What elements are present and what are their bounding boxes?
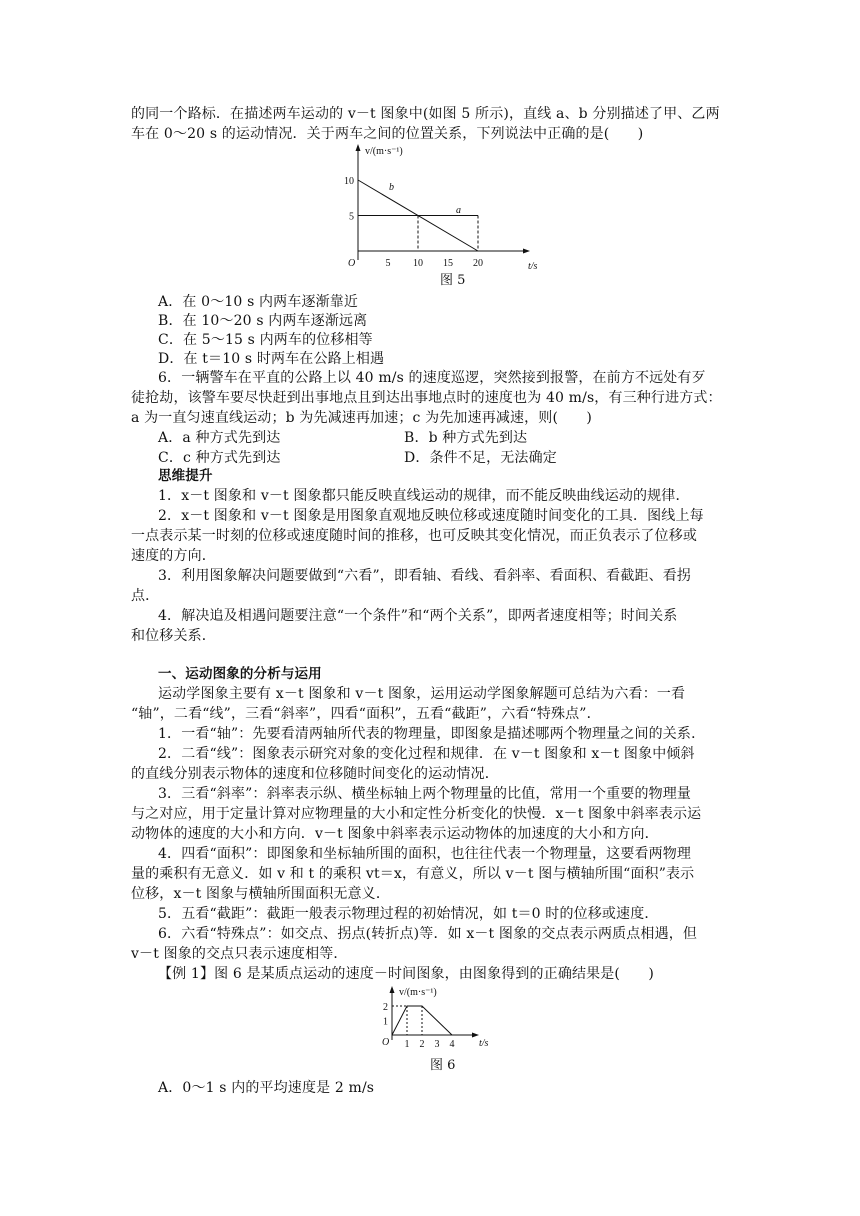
fig5-line-a-label: a [456, 205, 461, 216]
fig5-y-tick-label: 5 [349, 211, 354, 223]
q6-option-c: C．c 种方式先到达 [158, 450, 281, 466]
fig6-xlabel: t/s [479, 1038, 489, 1049]
fig5-x-tick-label: 5 [385, 258, 391, 269]
section-1-item-4-line-2: 量的乘积有无意义．如 v 和 t 的乘积 vt＝x，有意义，所以 v－t 图与横轴所围“面积”表示 [131, 866, 695, 882]
section-1-intro-1: 运动学图象主要有 x－t 图象和 v－t 图象，运用运动学图象解题可总结为六看：一看 [158, 686, 686, 702]
figure-5-chart [335, 142, 550, 274]
intro-line-2: 车在 0～20 s 的运动情况．关于两车之间的位置关系，下列说法中正确的是( ) [131, 126, 644, 142]
fig6-origin: O [382, 1037, 390, 1048]
fig6-y-tick-label: 1 [383, 1016, 388, 1028]
section-1-intro-2: “轴”，二看“线”，三看“斜率”，四看“面积”，五看“截距”，六看“特殊点”． [131, 706, 601, 722]
thinking-p4-1: 4．解决追及相遇问题要注意“一个条件”和“两个关系”，即两者速度相等；时间关系 [158, 608, 678, 624]
q5-option-a: A．在 0～10 s 内两车逐渐靠近 [158, 294, 359, 310]
thinking-p2-1: 2．x－t 图象和 v－t 图象是用图象直观地反映位移或速度随时间变化的工具．图线上每 [158, 508, 704, 524]
figure-6-caption: 图 6 [430, 1058, 456, 1073]
example-1-option-a: A．0～1 s 内的平均速度是 2 m/s [158, 1080, 375, 1096]
section-1-item-6-line-1: 6．六看“特殊点”：如交点、拐点(转折点)等．如 x－t 图象的交点表示两质点相遇，但 [158, 926, 698, 942]
example-1-question: 【例 1】图 6 是某质点运动的速度－时间图象，由图象得到的正确结果是( ) [158, 966, 654, 982]
section-1-item-2-line-1: 2．二看“线”：图象表示研究对象的变化过程和规律．在 v－t 图象和 x－t 图象中倾斜 [158, 746, 695, 762]
q5-option-b: B．在 10～20 s 内两车逐渐远离 [158, 313, 368, 329]
fig5-y-tick-label: 10 [344, 176, 354, 187]
fig6-x-tick-label: 1 [404, 1039, 410, 1050]
thinking-p4-2: 和位移关系． [131, 628, 216, 644]
q6-option-d: D．条件不足，无法确定 [404, 450, 557, 466]
fig6-y-arrow [390, 986, 395, 993]
thinking-p3-1: 3．利用图象解决问题要做到“六看”，即看轴、看线、看斜率、看面积、看截距、看拐 [158, 568, 692, 584]
section-1-item-4-line-1: 4．四看“面积”：即图象和坐标轴所围的面积，也往往代表一个物理量，这要看两物理 [158, 846, 692, 862]
q6-option-a: A．a 种方式先到达 [158, 430, 281, 446]
fig5-x-tick-label: 20 [473, 258, 483, 269]
q6-line-1: 6．一辆警车在平直的公路上以 40 m/s 的速度巡逻，突然接到报警，在前方不远处有歹 [158, 370, 706, 386]
thinking-p1: 1．x－t 图象和 v－t 图象都只能反映直线运动的规律，而不能反映曲线运动的规律． [158, 488, 690, 504]
section-1-item-4-line-3: 位移，x－t 图象与横轴所围面积无意义． [131, 886, 390, 902]
fig5-xlabel: t/s [528, 261, 538, 272]
q5-option-c: C．在 5～15 s 内两车的位移相等 [158, 332, 373, 348]
fig6-ylabel: v/(m·s⁻¹) [399, 987, 437, 998]
figure-5-caption: 图 5 [440, 273, 466, 288]
fig6-x-tick-label: 2 [419, 1039, 425, 1050]
fig5-x-tick-label: 15 [443, 258, 453, 269]
fig5-origin: O [348, 258, 356, 269]
fig6-x-tick-label: 3 [434, 1039, 440, 1050]
thinking-p2-3: 速度的方向． [131, 548, 216, 564]
section-1-item-6-line-2: v－t 图象的交点只表示速度相等． [131, 946, 348, 962]
fig5-line-b-label: b [389, 182, 394, 193]
q6-line-2: 徒抢劫，该警车要尽快赶到出事地点且到达出事地点时的速度也为 40 m/s，有三种行进方式： [131, 390, 722, 406]
fig5-y-arrow [356, 144, 361, 151]
section-1-item-5: 5．五看“截距”：截距一般表示物理过程的初始情况，如 t＝0 时的位移或速度． [158, 906, 659, 922]
fig6-y-tick-label: 2 [383, 1002, 388, 1013]
fig6-x-tick-label: 4 [449, 1039, 455, 1050]
q6-option-b: B．b 种方式先到达 [404, 430, 528, 446]
fig5-ylabel: v/(m·s⁻¹) [365, 146, 403, 157]
figure-6-chart [368, 984, 508, 1050]
fig5-x-arrow [523, 249, 530, 254]
section-1-item-3-line-2: 与之对应，用于定量计算对应物理量的大小和定性分析变化的快慢．x－t 图象中斜率表示运 [131, 806, 702, 822]
thinking-p2-2: 一点表示某一时刻的位移或速度随时间的推移，也可反映其变化情况，而正负表示了位移或 [131, 528, 697, 544]
section-1-item-2-line-2: 的直线分别表示物体的速度和位移随时间变化的运动情况． [131, 766, 499, 782]
q5-option-d: D．在 t＝10 s 时两车在公路上相遇 [158, 351, 385, 367]
fig6-x-arrow [472, 1033, 479, 1038]
fig5-x-tick-label: 10 [413, 258, 423, 269]
thinking-p3-2: 点． [131, 588, 160, 604]
section-1-title: 一、运动图象的分析与运用 [158, 666, 322, 682]
q6-line-3: a 为一直匀速直线运动；b 为先减速再加速；c 为先加速再减速，则( ) [131, 410, 592, 426]
thinking-title: 思维提升 [158, 468, 213, 484]
section-1-item-3-line-3: 动物体的速度的大小和方向．v－t 图象中斜率表示运动物体的加速度的大小和方向． [131, 826, 659, 842]
intro-line-1: 的同一个路标．在描述两车运动的 v－t 图象中(如图 5 所示)，直线 a、b 分别描述了甲、乙两 [131, 106, 720, 122]
section-1-item-3-line-1: 3．三看“斜率”：斜率表示纵、横坐标轴上两个物理量的比值，常用一个重要的物理量 [158, 786, 692, 802]
section-1-item-1: 1．一看“轴”：先要看清两轴所代表的物理量，即图象是描述哪两个物理量之间的关系． [158, 726, 706, 742]
